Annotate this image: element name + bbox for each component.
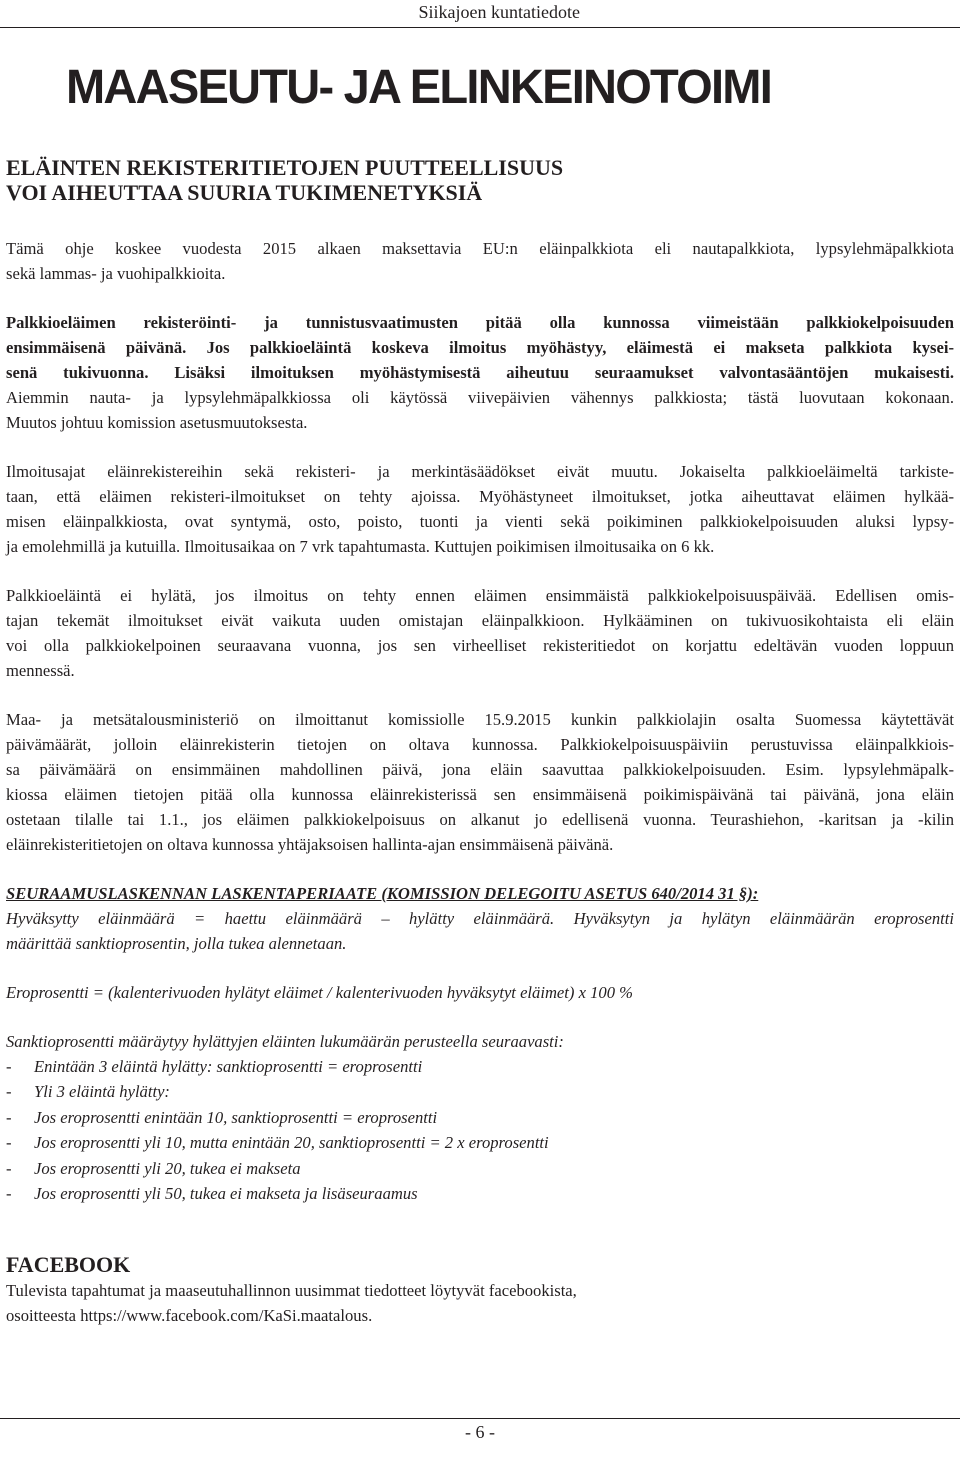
text-line: Sanktioprosentti määräytyy hylättyjen eläinten lukumäärän perusteella seuraavasti: xyxy=(6,1032,564,1051)
text-line: Tulevista tapahtumat ja maaseutuhallinnon uusimmat tiedotteet löytyvät facebookista, xyxy=(6,1281,577,1301)
page-header xyxy=(0,0,960,28)
list-item: - Jos eroprosentti yli 10, mutta enintään 20, sanktioprosentti = 2 x eroprosentti xyxy=(6,1133,549,1153)
list-item: - Yli 3 eläintä hylätty: xyxy=(6,1082,170,1102)
text-line: ostetaan tilalle tai 1.1., jos eläimen palkkiokelpoisuus on alkanut jo edellisenä vuonna. Teurashiehon, -karitsan ja -kilin xyxy=(6,810,954,829)
list-item: - Jos eroprosentti yli 50, tukea ei makseta ja lisäseuraamus xyxy=(6,1184,418,1204)
text-line: sekä lammas- ja vuohipalkkioita. xyxy=(6,264,226,283)
section-title: MAASEUTU- JA ELINKEINOTOIMI xyxy=(66,61,772,114)
text-line: määrittää sanktioprosentin, jolla tukea alennetaan. xyxy=(6,934,347,953)
text-line: misen eläinpalkkiosta, ovat syntymä, osto, poisto, tuonti ja vienti sekä poikiminen palkkiokelpoisuuden aluksi lypsy- xyxy=(6,512,954,531)
list-item: - Enintään 3 eläintä hylätty: sanktioprosentti = eroprosentti xyxy=(6,1057,423,1076)
publication-name: Siikajoen kuntatiedote xyxy=(418,2,580,22)
formula xyxy=(6,980,954,1005)
article-title xyxy=(6,155,906,205)
text-line: senä tukivuonna. Lisäksi ilmoituksen myöhästymisestä aiheutuu seuraamukset valvontasääntöjen mukaisesti. xyxy=(6,363,954,382)
text-line: Aiemmin nauta- ja lypsylehmäpalkkiossa oli käytössä viivepäivien vähennys palkkiosta; tästä luovutaan kokonaan. xyxy=(6,388,954,407)
article-title-line: ELÄINTEN REKISTERITIETOJEN PUUTTEELLISUUS xyxy=(6,155,564,180)
header-divider xyxy=(0,27,960,28)
text-line: voi olla palkkiokelpoinen seuraavana vuonna, jos sen virheelliset rekisteritiedot on korjattu edeltävän vuoden loppuun xyxy=(6,636,954,655)
list-item: - Jos eroprosentti enintään 10, sanktioprosentti = eroprosentti xyxy=(6,1107,438,1127)
sanction-list xyxy=(6,1054,954,1206)
text-line: Palkkioeläimen rekisteröinti- ja tunnistusvaatimusten pitää olla kunnossa viimeistään palkkiokelpoisuuden xyxy=(6,313,954,332)
formula-text: Eroprosentti = (kalenterivuoden hylätyt eläimet / kalenterivuoden hyväksytyt eläimet) x 100 % xyxy=(6,983,633,1002)
paragraph-calculation-principle xyxy=(6,881,954,956)
paragraph-registration xyxy=(6,310,954,435)
text-line: Hyväksytty eläinmäärä = haettu eläinmäärä – hylätty eläinmäärä. Hyväksytyn ja hylätyn eläinmäärän eroprosentti xyxy=(6,909,954,928)
text-line: eläinrekisteritietojen on oltava kunnossa yhtäjaksoisen hallinta-ajan ensimmäisenä päivänä. xyxy=(6,835,614,854)
text-line: Palkkioeläintä ei hylätä, jos ilmoitus on tehty ennen eläimen ensimmäistä palkkiokelpoisuuspäivää. Edellisen omis- xyxy=(6,586,954,605)
text-line: Ilmoitusajat eläinrekistereihin sekä rekisteri- ja merkintäsäädökset eivät muutu. Jokaiselta palkkioeläimeltä tarkiste- xyxy=(6,462,954,481)
text-line: Muutos johtuu komission asetusmuutoksesta. xyxy=(6,413,308,432)
text-line: sa päivämäärä on ensimmäinen mahdollinen päivä, jona eläin saavuttaa palkkiokelpoisuuden. Esim. lypsylehmäpalk- xyxy=(6,760,954,779)
article-title-line: VOI AIHEUTTAA SUURIA TUKIMENETYKSIÄ xyxy=(6,180,483,205)
paragraph-intro xyxy=(6,236,954,286)
paragraph-notification-times xyxy=(6,459,954,559)
facebook-text xyxy=(6,1278,954,1328)
paragraph-rejection xyxy=(6,583,954,683)
text-line: mennessä. xyxy=(6,661,75,680)
text-line: taan, että eläimen rekisteri-ilmoitukset on tehty ajoissa. Myöhästyneet ilmoitukset, jotka aiheuttavat eläimen hylkää- xyxy=(6,487,954,506)
paragraph-ministry xyxy=(6,707,954,857)
sanction-intro xyxy=(6,1029,954,1054)
text-line: osoitteesta https://www.facebook.com/KaSi.maatalous. xyxy=(6,1306,373,1326)
text-line: ja emolehmillä ja kutuilla. Ilmoitusaikaa on 7 vrk tapahtumasta. Kuttujen poikimisen ilmoitusaika on 6 kk. xyxy=(6,537,715,556)
article-body xyxy=(6,236,954,1328)
text-line: ensimmäisenä päivänä. Jos palkkioeläintä koskeva ilmoitus myöhästyy, eläimestä ei makseta palkkiota kysei- xyxy=(6,338,954,357)
text-line: Tämä ohje koskee vuodesta 2015 alkaen maksettavia EU:n eläinpalkkiota eli nautapalkkiota, lypsylehmäpalkkiota xyxy=(6,239,954,258)
page-number: - 6 - xyxy=(465,1422,495,1442)
footer-divider xyxy=(0,1418,960,1419)
text-line: päivämäärät, jolloin eläinrekisterin tietojen on oltava kunnossa. Palkkiokelpoisuuspäiviin perustuvissa eläinpalkkiois- xyxy=(6,735,954,754)
text-line: Maa- ja metsätalousministeriö on ilmoittanut komissiolle 15.9.2015 kunkin palkkiolajin osalta Suomessa käytettävät xyxy=(6,710,954,729)
text-line: tajan tekemät ilmoitukset eivät vaikuta uuden omistajan eläinpalkkioon. Hylkääminen on tukivuosikohtaista eli eläin xyxy=(6,611,954,630)
text-line: kiossa eläimen tietojen pitää olla kunnossa eläinrekisterissä sen ensimmäisenä poikimispäivänä tai päivänä, jona eläin xyxy=(6,785,954,804)
facebook-heading: FACEBOOK xyxy=(6,1252,131,1278)
list-item: - Jos eroprosentti yli 20, tukea ei makseta xyxy=(6,1158,301,1178)
calculation-heading: SEURAAMUSLASKENNAN LASKENTAPERIAATE (KOMISSION DELEGOITU ASETUS 640/2014 31 §): xyxy=(6,884,759,903)
